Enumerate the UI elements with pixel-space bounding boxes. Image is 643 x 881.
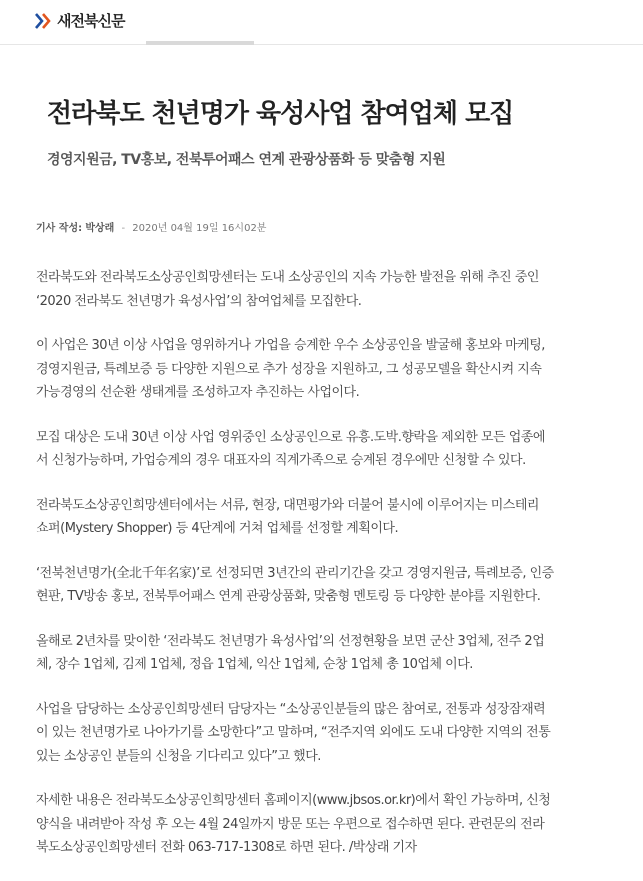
article-meta [36,219,266,234]
paragraph-line: 모집 대상은 도내 30년 이상 사업 영위중인 소상공인으로 유흥.도박.향락을 제외한 모든 업종에 [36,429,545,445]
article-paragraph [36,562,608,609]
paragraph-line: 사업을 담당하는 소상공인희망센터 담당자는 “소상공인분들의 많은 참여로, 전통과 성장잠재력 [36,701,546,717]
published-date: 2020년 04월 19일 16시02분 [132,223,267,234]
article-paragraph [36,426,608,473]
logo-text: 새전북신문 [57,12,125,30]
article-paragraph [36,334,608,405]
paragraph-line: 전라북도소상공인희망센터에서는 서류, 현장, 대면평가와 더불어 불시에 이루어지는 미스테리 [36,497,539,513]
site-logo[interactable] [34,10,124,31]
article-paragraph [36,630,608,677]
paragraph-line: 서 신청가능하며, 가업승계의 경우 대표자의 직계가족으로 승계된 경우에만 신청할 수 있다. [36,453,526,468]
meta-separator: - [121,223,126,234]
byline-label: 기사 작성: [36,223,83,234]
paragraph-line: 자세한 내용은 전라북도소상공인희망센터 홈페이지(www.jbsos.or.kr)에서 확인 가능하며, 신청 [36,793,551,808]
article-paragraph [36,789,608,860]
article-body [36,266,608,881]
paragraph-line: 체, 장수 1업체, 김제 1업체, 정읍 1업체, 익산 1업체, 순창 1업체 총 10업체 이다. [36,657,473,672]
article-paragraph [36,494,608,541]
active-tab-indicator [146,41,254,45]
article-subtitle: 경영지원금, TV홍보, 전북투어패스 연계 관광상품화 등 맞춤형 지원 [47,152,446,168]
paragraph-line: 가능경영의 선순환 생태계를 조성하고자 추진하는 사업이다. [36,385,360,400]
article-title: 전라북도 천년명가 육성사업 참여업체 모집 [47,99,514,129]
jb-logo-mark-icon [34,12,52,30]
article-paragraph [36,698,608,769]
paragraph-line: 현판, TV방송 홍보, 전북투어패스 연계 관광상품화, 맞춤형 멘토링 등 다양한 분야를 지원한다. [36,589,541,604]
paragraph-line: 북도소상공인희망센터 전화 063-717-1308로 하면 된다. /박상래 기자 [36,840,417,855]
paragraph-line: 경영지원금, 특례보증 등 다양한 지원으로 추가 성장을 지원하고, 그 성공모델을 확산시켜 지속 [36,361,542,377]
paragraph-line: 이 있는 천년명가로 나아가기를 소망한다”고 말하며, “전주지역 외에도 도내 다양한 지역의 전통 [36,725,551,740]
paragraph-line: 양식을 내려받아 작성 후 오는 4월 24일까지 방문 또는 우편으로 접수하면 된다. 관련문의 전라 [36,816,545,832]
paragraph-line: 이 사업은 30년 이상 사업을 영위하거나 가업을 승계한 우수 소상공인을 발굴해 홍보와 마케팅, [36,338,545,353]
paragraph-line: 있는 소상공인 분들의 신청을 기다리고 있다”고 했다. [36,748,321,764]
paragraph-line: ‘2020 전라북도 천년명가 육성사업’의 참여업체를 모집한다. [36,293,362,309]
article-paragraph [36,266,608,313]
byline-author[interactable]: 박상래 [85,223,115,234]
paragraph-line: 올해로 2년차를 맞이한 ‘전라북도 천년명가 육성사업’의 선정현황을 보면 군산 3업체, 전주 2업 [36,633,545,649]
paragraph-line: ‘전북천년명가(全北千年名家)’로 선정되면 3년간의 관리기간을 갖고 경영지원금, 특례보증, 인증 [36,565,554,581]
paragraph-line: 전라북도와 전라북도소상공인희망센터는 도내 소상공인의 지속 가능한 발전을 위해 추진 중인 [36,270,539,285]
paragraph-line: 쇼퍼(Mystery Shopper) 등 4단계에 거쳐 업체를 선정할 계획이다. [36,521,399,536]
site-header [0,0,643,45]
